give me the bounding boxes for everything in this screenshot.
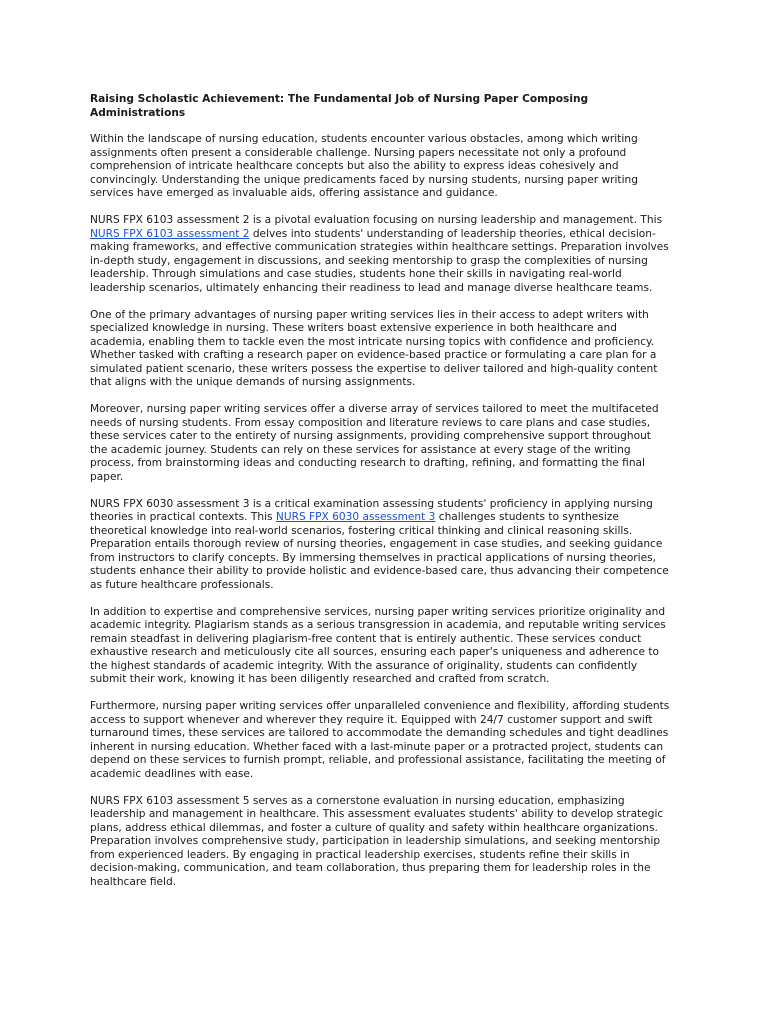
paragraph-services-array: Moreover, nursing paper writing services offer a diverse array of services tailored to meet the multifaceted needs of nursing students. From essay composition and literature reviews to care plans and case studies, these services cater to the entirety of nursing assignments, providing comprehensive support throughout the academic journey. Students can rely on these services for assistance at every stage of the writing process, from brainstorming ideas and conducting research to drafting, refining, and formatting the final paper.	[90, 403, 659, 483]
paragraph-text: NURS FPX 6030 assessment 3 is a critical examination assessing students' proficiency in applying nursing theories in practical contexts. This	[90, 497, 653, 523]
paragraph-text: challenges students to synthesize theoretical knowledge into real-world scenarios, fostering critical thinking and clinical reasoning skills. Preparation entails thorough review of nursing theories, engagement in case studies, and seeking guidance from instructors to clarify concepts. By immersing themselves in practical applications of nursing theories, students enhance their ability to provide holistic and evidence-based care, thus advancing their competence as future healthcare professionals.	[90, 511, 669, 591]
paragraph-nurs-6103-assessment-5: NURS FPX 6103 assessment 5 serves as a cornerstone evaluation in nursing education, emphasizing leadership and management in healthcare. This assessment evaluates students' ability to develop strategic plans, address ethical dilemmas, and foster a culture of quality and safety within healthcare organizations. Preparation involves comprehensive study, participation in leadership simulations, and seeking mentorship from experienced leaders. By engaging in practical leadership exercises, students refine their skills in decision-making, communication, and team collaboration, thus preparing them for leadership roles in the healthcare field.	[90, 794, 664, 888]
paragraph-text: delves into students' understanding of leadership theories, ethical decision-making frameworks, and effective communication strategies within healthcare settings. Preparation involves in-depth study, engagement in discussions, and seeking mentorship to grasp the complexities of nursing leadership. Through simulations and case studies, students hone their skills in navigating real-world leadership scenarios, ultimately enhancing their readiness to lead and manage diverse healthcare teams.	[90, 227, 669, 294]
paragraph-nurs-6103-assessment-2	[90, 214, 670, 295]
paragraph-intro: Within the landscape of nursing education, students encounter various obstacles, among which writing assignments often present a considerable challenge. Nursing papers necessitate not only a profound comprehension of intricate healthcare concepts but also the ability to express ideas cohesively and convincingly. Understanding the unique predicaments faced by nursing students, nursing paper writing services have emerged as invaluable aids, offering assistance and guidance.	[90, 133, 638, 199]
paragraph-originality: In addition to expertise and comprehensive services, nursing paper writing services prioritize originality and academic integrity. Plagiarism stands as a serious transgression in academia, and reputable writing services remain steadfast in delivering plagiarism-free content that is entirely authentic. These services conduct exhaustive research and meticulously cite all sources, ensuring each paper's uniqueness and adherence to the highest standards of academic integrity. With the assurance of originality, students can confidently submit their work, knowing it has been diligently researched and crafted from scratch.	[90, 605, 666, 685]
paragraph-nurs-6030-assessment-3	[90, 498, 670, 593]
paragraph-text: NURS FPX 6103 assessment 2 is a pivotal evaluation focusing on nursing leadership and management. This	[90, 214, 663, 226]
link-nurs-fpx-6030-assessment-3[interactable]: NURS FPX 6030 assessment 3	[275, 511, 436, 523]
document-title: Raising Scholastic Achievement: The Fundamental Job of Nursing Paper Composing Administrations	[90, 93, 589, 119]
document-page	[90, 93, 670, 903]
paragraph-convenience: Furthermore, nursing paper writing services offer unparalleled convenience and flexibility, affording students access to support whenever and wherever they require it. Equipped with 24/7 customer support and swift turnaround times, these services are tailored to accommodate the demanding schedules and tight deadlines inherent in nursing education. Whether faced with a last-minute paper or a protracted project, students can depend on these services to furnish prompt, reliable, and professional assistance, facilitating the meeting of academic deadlines with ease.	[90, 700, 670, 780]
paragraph-writers-expertise: One of the primary advantages of nursing paper writing services lies in their access to adept writers with specialized knowledge in nursing. These writers boast extensive experience in both healthcare and academia, enabling them to tackle even the most intricate nursing topics with confidence and proficiency. Whether tasked with crafting a research paper on evidence-based practice or formulating a care plan for a simulated patient scenario, these writers possess the expertise to deliver tailored and high-quality content that aligns with the unique demands of nursing assignments.	[90, 308, 658, 388]
link-nurs-fpx-6103-assessment-2[interactable]: NURS FPX 6103 assessment 2	[90, 227, 250, 240]
